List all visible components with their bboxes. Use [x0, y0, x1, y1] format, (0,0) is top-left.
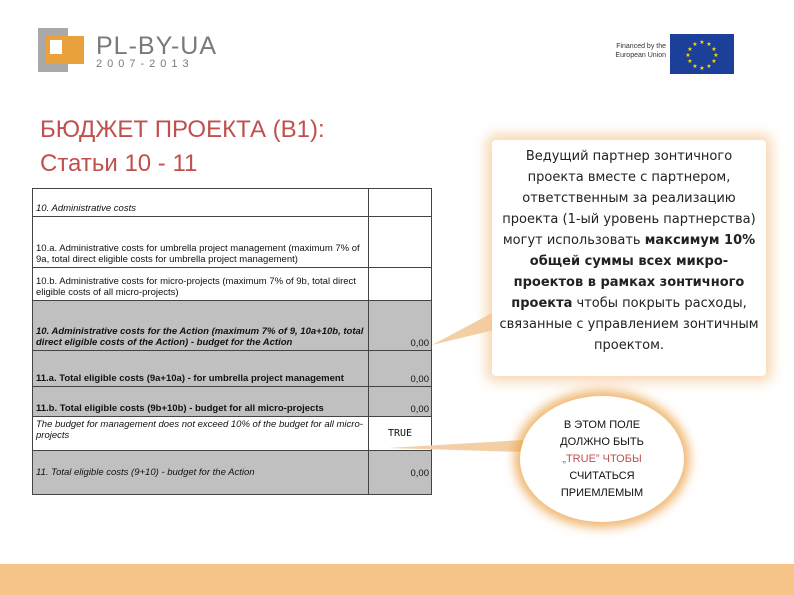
eligibility-check-value: TRUE	[369, 417, 432, 451]
note-line: СЧИТАТЬСЯ	[569, 469, 635, 482]
eu-funding-text: Financed by the European Union	[615, 43, 666, 59]
note-line: В ЭТОМ ПОЛЕ	[563, 418, 641, 431]
svg-text:★: ★	[711, 46, 717, 53]
callout-text-emphasis: максимум 10% общей суммы всех микро-проектов в рамках зонтичного проекта	[511, 233, 756, 311]
svg-text:★: ★	[699, 39, 705, 46]
row-label: 10. Administrative costs for the Action (maximum 7% of 9, 10a+10b, total direct eligible costs of the Action) - budget for the Action	[33, 301, 369, 351]
row-label: 11.a. Total eligible costs (9a+10a) - for umbrella project management	[33, 351, 369, 387]
row-label: 11. Total eligible costs (9+10) - budget for the Action	[33, 451, 369, 495]
callout-pointer	[432, 312, 494, 345]
row-label: 10.a. Administrative costs for umbrella project management (maximum 7% of 9a, total direct eligible costs for umbrella project management)	[33, 217, 369, 268]
row-value: 0,00	[369, 451, 432, 495]
row-label: 11.b. Total eligible costs (9b+10b) - budget for all micro-projects	[33, 387, 369, 417]
svg-text:★: ★	[687, 58, 693, 65]
svg-text:★: ★	[699, 65, 705, 72]
row-label: 10.b. Administrative costs for micro-projects (maximum 7% of 9b, total direct eligible costs of all micro-projects)	[33, 268, 369, 301]
svg-text:★: ★	[685, 52, 691, 59]
svg-text:★: ★	[713, 52, 719, 59]
svg-text:★: ★	[692, 63, 698, 70]
slide-title: БЮДЖЕТ ПРОЕКТА (B1):	[40, 116, 325, 143]
note-line: ПРИЕМЛЕМЫМ	[560, 486, 644, 499]
note-line-highlight: „TRUE” ЧТОБЫ	[562, 452, 642, 465]
svg-text:★: ★	[692, 41, 698, 48]
svg-text:★: ★	[687, 46, 693, 53]
programme-logo-years: 2007-2013	[96, 58, 194, 70]
note-pointer	[388, 440, 523, 452]
callout-text-part: Ведущий партнер зонтичного проекта вместе с партнером, ответственным за реализацию проекта (1-ый уровень партнерства) могут использовать	[502, 149, 756, 248]
row-label: The budget for management does not exceed 10% of the budget for all micro-projects	[33, 417, 369, 451]
true-field-note	[520, 396, 684, 522]
svg-text:★: ★	[711, 58, 717, 65]
row-value: 0,00	[369, 301, 432, 351]
slide-subtitle: Статьи 10 - 11	[40, 150, 198, 177]
programme-logo-title: PL-BY-UA	[96, 32, 218, 60]
svg-text:★: ★	[706, 41, 712, 48]
svg-text:★: ★	[706, 63, 712, 70]
row-value: 0,00	[369, 351, 432, 387]
callout-text-part: чтобы покрыть расходы, связанные с управлением зонтичным проектом.	[499, 296, 759, 353]
callout-text	[498, 146, 760, 356]
management-cost-callout	[492, 140, 766, 376]
row-label: 10. Administrative costs	[33, 189, 369, 217]
note-line: ДОЛЖНО БЫТЬ	[560, 435, 644, 448]
row-value: 0,00	[369, 387, 432, 417]
footer-bar	[0, 564, 794, 595]
